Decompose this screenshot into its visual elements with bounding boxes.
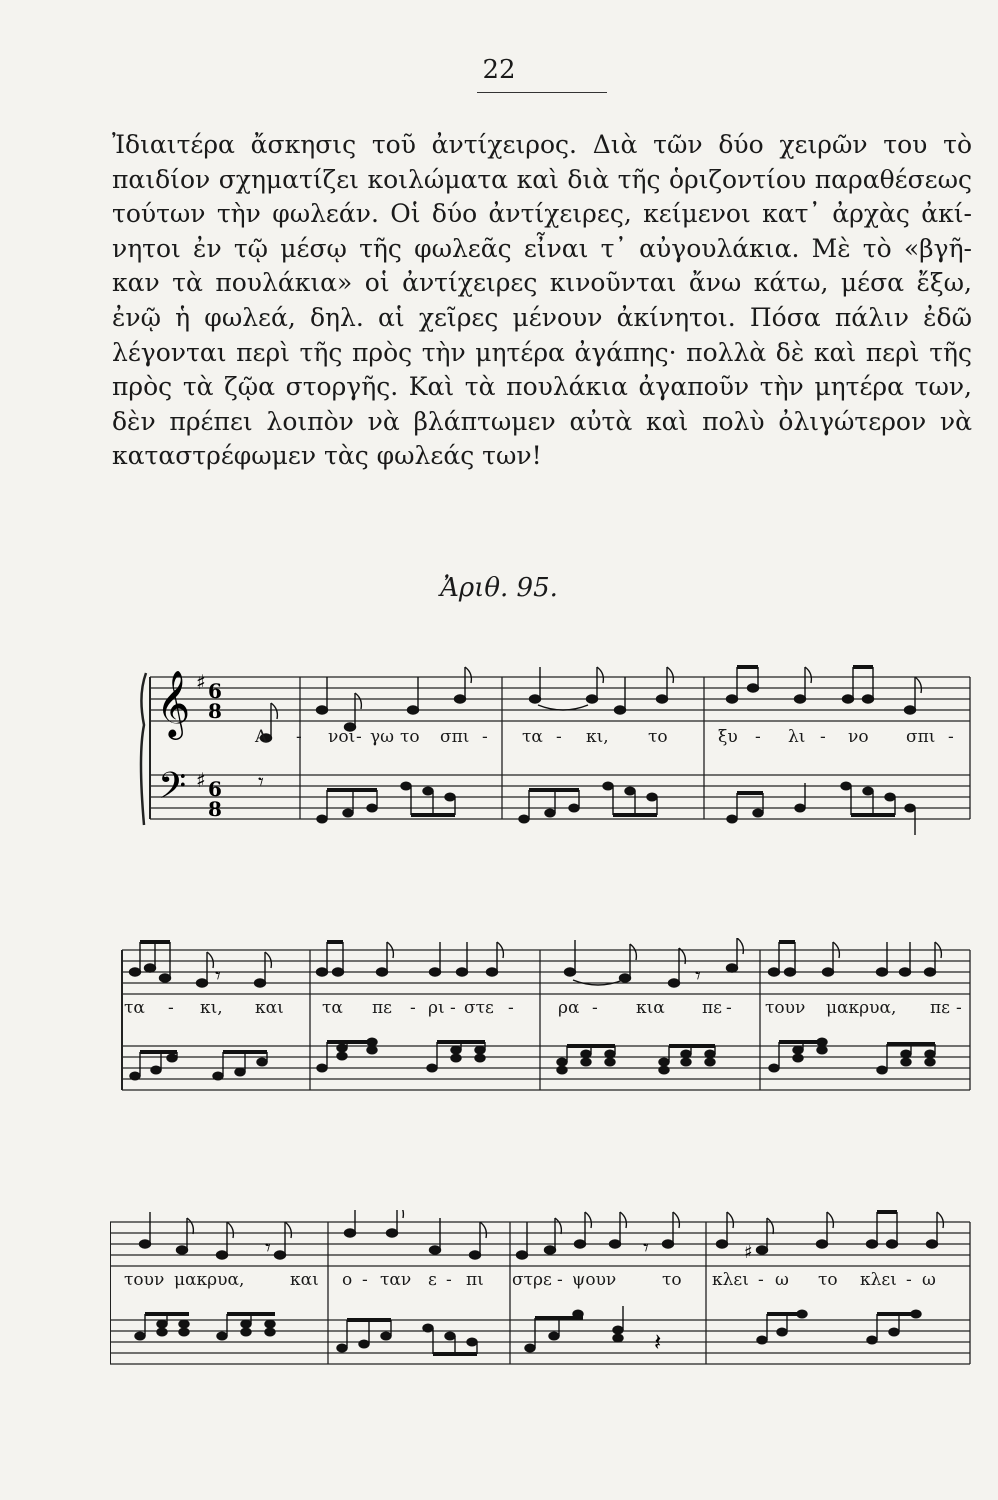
lyric-syllable: ταν <box>380 1270 412 1290</box>
lyric-syllable: κια <box>636 998 665 1018</box>
music-system-1 <box>110 665 980 865</box>
treble-notes <box>130 938 942 987</box>
lyric-syllable: ξυ <box>718 727 738 747</box>
lyric-syllable: - <box>755 727 761 747</box>
lyric-syllable: πε <box>702 998 722 1018</box>
staff-system-graphic <box>110 938 980 1128</box>
quarter-rest-icon: 𝄽 <box>654 1328 662 1356</box>
lyric-syllable: το <box>818 1270 838 1290</box>
lyric-syllable: - <box>820 727 826 747</box>
sharp-icon: ♯ <box>196 768 206 792</box>
example-title: Ἀριθ. 95. <box>440 573 558 603</box>
lyric-syllable: - <box>508 998 514 1018</box>
lyric-syllable: νο <box>848 727 869 747</box>
lyric-syllable: - <box>482 727 488 747</box>
time-signature-bottom: 8 <box>208 797 222 821</box>
lyric-syllable: - <box>168 998 174 1018</box>
lyric-syllable: - <box>906 1270 912 1290</box>
lyric-syllable: - <box>557 1270 563 1290</box>
eighth-rest-icon: 𝄾 <box>695 964 701 989</box>
eighth-rest-icon: 𝄾 <box>215 964 221 989</box>
eighth-rest-icon: 𝄾 <box>643 1236 649 1261</box>
sharp-icon: ♯ <box>744 1242 753 1263</box>
lyric-syllable: - <box>410 998 416 1018</box>
lyric-syllable: τουν <box>765 998 806 1018</box>
lyric-syllable: ω <box>922 1270 936 1290</box>
lyric-syllable: μακρυα, <box>174 1270 245 1290</box>
page-number: 22 <box>482 55 516 85</box>
lyric-syllable: - <box>450 998 456 1018</box>
lyric-syllable: Α <box>255 727 268 747</box>
paragraph-line: λέγονται περὶ τῆς πρὸς τὴν μητέρα ἀγάπης· πολλὰ δὲ καὶ περὶ τῆς <box>112 337 972 367</box>
time-signature-top: 6 <box>208 777 222 801</box>
lyric-syllable: - <box>948 727 954 747</box>
lyric-syllable: - <box>362 1270 368 1290</box>
music-system-3 <box>110 1210 980 1400</box>
staff-system-graphic <box>110 1210 980 1400</box>
lyric-syllable: νοι <box>328 727 356 747</box>
music-system-2 <box>110 938 980 1128</box>
lyric-syllable: ρα <box>558 998 580 1018</box>
lyric-syllable: ρι <box>428 998 445 1018</box>
lyric-syllable: και <box>290 1270 319 1290</box>
paragraph-line: παιδίον σχηματίζει κοιλώματα καὶ διὰ τῆς ὁριζοντίου παραθέσεως <box>112 164 972 194</box>
lyric-syllable: το <box>400 727 420 747</box>
lyric-syllable: τα <box>522 727 543 747</box>
lyric-syllable: γω <box>370 727 395 747</box>
sharp-icon: ♯ <box>196 670 206 694</box>
treble-clef-icon: 𝄞 <box>156 669 191 737</box>
lyric-syllable: το <box>662 1270 682 1290</box>
lyric-syllable: - <box>726 998 732 1018</box>
paragraph-line: δὲν πρέπει λοιπὸν νὰ βλάπτωμεν αὐτὰ καὶ πολὺ ὀλιγώτερον νὰ <box>112 406 972 436</box>
page-number-rule <box>477 92 607 93</box>
staff-system-graphic <box>110 665 980 865</box>
body-paragraph <box>112 128 972 474</box>
lyric-syllable: κλει <box>712 1270 749 1290</box>
lyric-syllable: - <box>296 727 302 747</box>
lyric-syllable: τα <box>124 998 145 1018</box>
paragraph-line: τούτων τὴν φωλεάν. Οἱ δύο ἀντίχειρες, κείμενοι κατ᾽ ἀρχὰς ἀκί- <box>112 199 972 229</box>
paragraph-line: ἐνῷ ἡ φωλεά, δηλ. αἱ χεῖρες μένουν ἀκίνητοι. Πόσα πάλιν ἐδῶ <box>112 302 972 332</box>
time-signature-bottom: 8 <box>208 699 222 723</box>
lyric-syllable: τουν <box>124 1270 165 1290</box>
bass-notes <box>130 1038 935 1080</box>
eighth-rest-icon: 𝄾 <box>265 1236 271 1261</box>
paragraph-line: καν τὰ πουλάκια» οἱ ἀντίχειρες κινοῦνται ἄνω κάτω, μέσα ἔξω, <box>112 268 972 298</box>
lyric-syllable: πε <box>930 998 950 1018</box>
lyrics-line-1 <box>110 727 980 757</box>
lyric-syllable: ε <box>428 1270 437 1290</box>
lyric-syllable: σπι <box>906 727 936 747</box>
lyric-syllable: ω <box>775 1270 789 1290</box>
paragraph-line: καταστρέφωμεν τὰς φωλεάς των! <box>112 441 542 471</box>
lyric-syllable: - <box>592 998 598 1018</box>
lyric-syllable: - <box>446 1270 452 1290</box>
lyric-syllable: τα <box>322 998 343 1018</box>
time-signature-top: 6 <box>208 679 222 703</box>
lyric-syllable: - <box>556 727 562 747</box>
lyrics-line-3 <box>110 1270 980 1300</box>
bass-clef-icon: 𝄢 <box>158 765 187 816</box>
lyric-syllable: στε <box>464 998 494 1018</box>
paragraph-line: νητοι ἐν τῷ μέσῳ τῆς φωλεᾶς εἶναι τ᾽ αὐγουλάκια. Μὲ τὸ «βγῆ- <box>112 233 972 263</box>
paragraph-line: πρὸς τὰ ζῷα στοργῆς. Καὶ τὰ πουλάκια ἀγαποῦν τὴν μητέρα των, <box>112 372 972 402</box>
lyric-syllable: στρε <box>512 1270 552 1290</box>
lyric-syllable: και <box>255 998 284 1018</box>
lyric-syllable: - <box>758 1270 764 1290</box>
lyric-syllable: το <box>648 727 668 747</box>
lyric-syllable: κι, <box>200 998 223 1018</box>
lyric-syllable: λι <box>788 727 806 747</box>
lyric-syllable: πε <box>372 998 392 1018</box>
lyric-syllable: πι <box>466 1270 484 1290</box>
lyric-syllable: - <box>356 727 362 747</box>
lyric-syllable: ψουν <box>572 1270 617 1290</box>
bass-notes <box>135 1306 921 1354</box>
lyric-syllable: σπι <box>440 727 470 747</box>
lyrics-line-2 <box>110 998 980 1028</box>
lyric-syllable: ο <box>342 1270 353 1290</box>
eighth-rest-icon: 𝄾 <box>258 770 264 795</box>
paragraph-line: Ἰδιαιτέρα ἄσκησις τοῦ ἀντίχειρος. Διὰ τῶν δύο χειρῶν του τὸ <box>112 130 972 159</box>
treble-notes <box>140 1210 944 1259</box>
lyric-syllable: κλει <box>860 1270 897 1290</box>
lyric-syllable: κι, <box>586 727 609 747</box>
lyric-syllable: - <box>956 998 962 1018</box>
lyric-syllable: μακρυα, <box>826 998 897 1018</box>
